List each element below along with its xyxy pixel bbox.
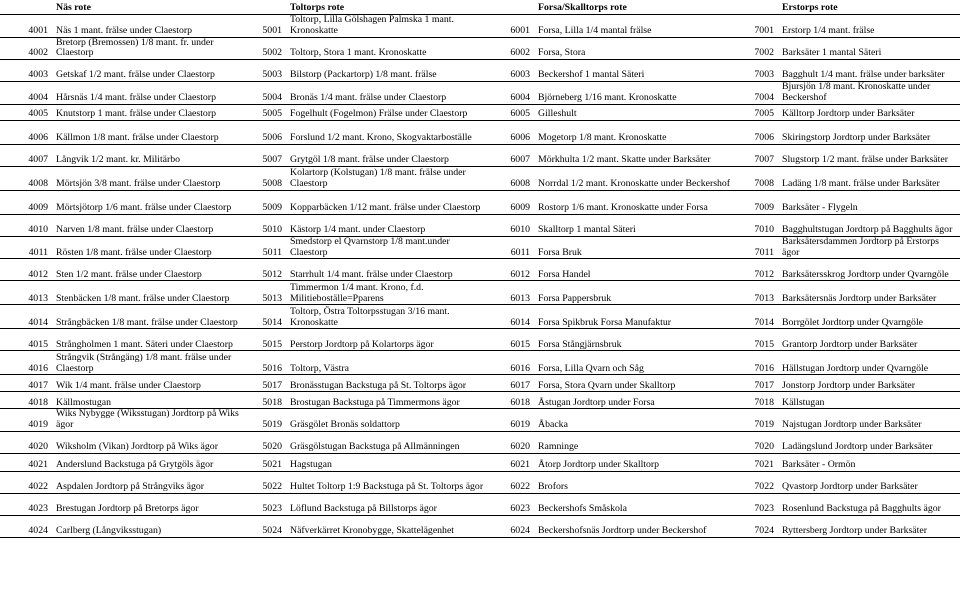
row-number-cell: 7001 [736, 15, 780, 38]
row-number-cell: 5020 [244, 431, 288, 453]
row-number-cell: 6003 [488, 60, 536, 82]
row-number-cell: 7021 [736, 453, 780, 471]
table-row [0, 259, 960, 281]
row-number-cell: 6022 [488, 471, 536, 493]
row-number-cell: 6009 [488, 190, 536, 214]
row-number-cell: 6024 [488, 515, 536, 537]
place-name-cell: Åbacka [536, 409, 736, 432]
row-number-cell: 6016 [488, 351, 536, 375]
row-number-cell: 5003 [244, 60, 288, 82]
row-number-cell: 7017 [736, 375, 780, 392]
row-number-cell: 4006 [0, 120, 54, 144]
table-row [0, 375, 960, 392]
row-number-cell: 5011 [244, 236, 288, 259]
row-number-cell: 6011 [488, 236, 536, 259]
row-number-cell: 4004 [0, 82, 54, 105]
place-name-cell: Bjursjön 1/8 mant. Kronoskatte under Beckershof [780, 82, 960, 105]
place-name-cell: Toltorp, Västra [288, 351, 488, 375]
header-row [0, 0, 960, 15]
place-name-cell: Beckershofs Småskola [536, 493, 736, 515]
row-number-cell: 6002 [488, 37, 536, 60]
row-number-cell: 4019 [0, 409, 54, 432]
place-name-cell: Brostugan Backstuga på Timmermons ägor [288, 392, 488, 409]
place-name-cell: Forsa Stångjärnsbruk [536, 329, 736, 351]
place-name-cell: Gräsgölstugan Backstuga på Allmänningen [288, 431, 488, 453]
row-number-cell: 7006 [736, 120, 780, 144]
place-name-cell: Rösten 1/8 mant. frälse under Claestorp [54, 236, 244, 259]
place-name-cell: Forsa, Stora Qvarn under Skalltorp [536, 375, 736, 392]
place-name-cell: Toltorp, Lilla Gölshagen Palmska 1 mant. Kronoskatte [288, 15, 488, 38]
place-name-cell: Fogelhult (Fogelmon) Frälse under Claestorp [288, 104, 488, 120]
row-number-cell: 7007 [736, 144, 780, 166]
place-name-cell: Beckershofsnäs Jordtorp under Beckershof [536, 515, 736, 537]
row-number-cell: 4023 [0, 493, 54, 515]
place-name-cell: Forsa Spikbruk Forsa Manufaktur [536, 305, 736, 329]
table-row [0, 166, 960, 190]
row-number-cell: 6010 [488, 214, 536, 236]
place-name-cell: Mörkhulta 1/2 mant. Skatte under Barksäter [536, 144, 736, 166]
row-number-cell: 6008 [488, 166, 536, 190]
row-number-cell: 4020 [0, 431, 54, 453]
row-number-cell: 7023 [736, 493, 780, 515]
table-row [0, 15, 960, 38]
row-number-cell: 7015 [736, 329, 780, 351]
place-name-cell: Åstugan Jordtorp under Forsa [536, 392, 736, 409]
row-number-cell: 5017 [244, 375, 288, 392]
table-row [0, 453, 960, 471]
place-name-cell: Gilleshult [536, 104, 736, 120]
row-number-cell: 5019 [244, 409, 288, 432]
row-number-cell: 7003 [736, 60, 780, 82]
row-number-cell: 5015 [244, 329, 288, 351]
table-row [0, 281, 960, 305]
place-name-cell: Åtorp Jordtorp under Skalltorp [536, 453, 736, 471]
place-name-cell: Strångbäcken 1/8 mant. frälse under Claestorp [54, 305, 244, 329]
place-name-cell: Strångvik (Strångäng) 1/8 mant. frälse under Claestorp [54, 351, 244, 375]
place-name-cell: Bagghultstugan Jordtorp på Bagghults ägor [780, 214, 960, 236]
row-number-cell: 5008 [244, 166, 288, 190]
row-number-cell: 5006 [244, 120, 288, 144]
place-name-cell: Toltorp, Stora 1 mant. Kronoskatte [288, 37, 488, 60]
place-name-cell: Löflund Backstuga på Billstorps ägor [288, 493, 488, 515]
row-number-cell: 4016 [0, 351, 54, 375]
place-name-cell: Toltorp, Östra Toltorpsstugan 3/16 mant. Kronoskatte [288, 305, 488, 329]
place-name-cell: Näs 1 mant. frälse under Claestorp [54, 15, 244, 38]
place-name-cell: Källtorp Jordtorp under Barksäter [780, 104, 960, 120]
place-name-cell: Björneberg 1/16 mant. Kronoskatte [536, 82, 736, 105]
row-number-cell: 6019 [488, 409, 536, 432]
row-number-cell: 6015 [488, 329, 536, 351]
place-name-cell: Anderslund Backstuga på Grytgöls ägor [54, 453, 244, 471]
header-nas-rote: Näs rote [54, 0, 244, 15]
row-number-cell: 6004 [488, 82, 536, 105]
table-row [0, 37, 960, 60]
row-number-cell: 6013 [488, 281, 536, 305]
place-name-cell: Strångholmen 1 mant. Säteri under Claestorp [54, 329, 244, 351]
row-number-cell: 4022 [0, 471, 54, 493]
place-name-cell: Ryttersberg Jordtorp under Barksäter [780, 515, 960, 537]
row-number-cell: 4013 [0, 281, 54, 305]
row-number-cell: 7002 [736, 37, 780, 60]
place-name-cell: Narven 1/8 mant. frälse under Claestorp [54, 214, 244, 236]
row-number-cell: 7012 [736, 259, 780, 281]
place-name-cell: Forsa, Lilla Qvarn och Såg [536, 351, 736, 375]
place-name-cell: Bronäs 1/4 mant. frälse under Claestorp [288, 82, 488, 105]
place-name-cell: Getskaf 1/2 mant. frälse under Claestorp [54, 60, 244, 82]
row-number-cell: 7004 [736, 82, 780, 105]
table-row [0, 214, 960, 236]
place-name-cell: Hällstugan Jordtorp under Qvarngöle [780, 351, 960, 375]
row-number-cell: 7024 [736, 515, 780, 537]
place-name-cell: Brofors [536, 471, 736, 493]
row-number-cell: 5023 [244, 493, 288, 515]
row-number-cell: 4009 [0, 190, 54, 214]
row-number-cell: 4012 [0, 259, 54, 281]
table-row [0, 236, 960, 259]
row-number-cell: 5018 [244, 392, 288, 409]
table-row [0, 515, 960, 537]
place-name-cell: Forsa Bruk [536, 236, 736, 259]
place-name-cell: Carlberg (Långviksstugan) [54, 515, 244, 537]
place-name-cell: Barksätersdammen Jordtorp på Erstorps ägor [780, 236, 960, 259]
header-erstorps-rote: Erstorps rote [780, 0, 960, 15]
row-number-cell: 6012 [488, 259, 536, 281]
place-name-cell: Källmon 1/8 mant. frälse under Claestorp [54, 120, 244, 144]
place-name-cell: Borrgölet Jordtorp under Qvarngöle [780, 305, 960, 329]
place-name-cell: Barksäter 1 mantal Säteri [780, 37, 960, 60]
row-number-cell: 5010 [244, 214, 288, 236]
row-number-cell: 4007 [0, 144, 54, 166]
place-name-cell: Wiksholm (Vikan) Jordtorp på Wiks ägor [54, 431, 244, 453]
row-number-cell: 7011 [736, 236, 780, 259]
row-number-cell: 7019 [736, 409, 780, 432]
place-name-cell: Slugstorp 1/2 mant. frälse under Barksäter [780, 144, 960, 166]
place-name-cell: Forsa Handel [536, 259, 736, 281]
row-number-cell: 4001 [0, 15, 54, 38]
place-name-cell: Najstugan Jordtorp under Barksäter [780, 409, 960, 432]
table-row [0, 144, 960, 166]
place-name-cell: Barksätersnäs Jordtorp under Barksäter [780, 281, 960, 305]
place-name-cell: Hultet Toltorp 1:9 Backstuga på St. Toltorps ägor [288, 471, 488, 493]
place-name-cell: Kolartorp (Kolstugan) 1/8 mant. frälse under Claestorp [288, 166, 488, 190]
row-number-cell: 5005 [244, 104, 288, 120]
place-name-cell: Beckershof 1 mantal Säteri [536, 60, 736, 82]
row-number-cell: 4005 [0, 104, 54, 120]
header-toltorps-rote: Toltorps rote [288, 0, 488, 15]
row-number-cell: 5021 [244, 453, 288, 471]
place-name-cell: Forsa, Stora [536, 37, 736, 60]
table-row [0, 82, 960, 105]
place-name-cell: Jonstorp Jordtorp under Barksäter [780, 375, 960, 392]
place-name-cell: Bilstorp (Packartorp) 1/8 mant. frälse [288, 60, 488, 82]
row-number-cell: 5001 [244, 15, 288, 38]
table-row [0, 471, 960, 493]
row-number-cell: 7008 [736, 166, 780, 190]
table-row [0, 409, 960, 432]
table-row [0, 305, 960, 329]
row-number-cell: 7022 [736, 471, 780, 493]
row-number-cell: 6001 [488, 15, 536, 38]
place-name-cell: Brestugan Jordtorp på Bretorps ägor [54, 493, 244, 515]
row-number-cell: 6007 [488, 144, 536, 166]
place-name-cell: Wik 1/4 mant. frälse under Claestorp [54, 375, 244, 392]
row-number-cell: 6014 [488, 305, 536, 329]
table-row [0, 493, 960, 515]
place-name-cell: Skalltorp 1 mantal Säteri [536, 214, 736, 236]
row-number-cell: 7020 [736, 431, 780, 453]
row-number-cell: 4010 [0, 214, 54, 236]
place-name-cell: Rostorp 1/6 mant. Kronoskatte under Forsa [536, 190, 736, 214]
row-number-cell: 4011 [0, 236, 54, 259]
place-name-cell: Smedstorp el Qvarnstorp 1/8 mant.under Claestorp [288, 236, 488, 259]
place-name-cell: Barksäter - Ormön [780, 453, 960, 471]
row-number-cell: 6023 [488, 493, 536, 515]
place-name-cell: Källmostugan [54, 392, 244, 409]
table-row [0, 392, 960, 409]
row-number-cell: 4003 [0, 60, 54, 82]
row-number-cell: 4021 [0, 453, 54, 471]
row-number-cell: 6006 [488, 120, 536, 144]
row-number-cell: 6020 [488, 431, 536, 453]
place-name-cell: Mogetorp 1/8 mant. Kronoskatte [536, 120, 736, 144]
place-name-cell: Mörtsjötorp 1/6 mant. frälse under Claestorp [54, 190, 244, 214]
place-name-cell: Timmermon 1/4 mant. Krono, f.d. Militieboställe=Pparens [288, 281, 488, 305]
table-row [0, 190, 960, 214]
place-name-cell: Bronässtugan Backstuga på St. Toltorps ägor [288, 375, 488, 392]
row-number-cell: 5012 [244, 259, 288, 281]
place-name-cell: Rosenlund Backstuga på Bagghults ägor [780, 493, 960, 515]
place-name-cell: Kopparbäcken 1/12 mant. frälse under Claestorp [288, 190, 488, 214]
place-name-cell: Ladängslund Jordtorp under Barksäter [780, 431, 960, 453]
place-name-cell: Grytgöl 1/8 mant. frälse under Claestorp [288, 144, 488, 166]
row-number-cell: 7014 [736, 305, 780, 329]
place-name-cell: Skiringstorp Jordtorp under Barksäter [780, 120, 960, 144]
place-name-cell: Knutstorp 1 mant. frälse under Claestorp [54, 104, 244, 120]
place-name-cell: Forsa, Lilla 1/4 mantal frälse [536, 15, 736, 38]
row-number-cell: 5014 [244, 305, 288, 329]
row-number-cell: 5002 [244, 37, 288, 60]
place-name-cell: Hagstugan [288, 453, 488, 471]
place-name-cell: Forsa Pappersbruk [536, 281, 736, 305]
table-row [0, 431, 960, 453]
place-name-cell: Norrdal 1/2 mant. Kronoskatte under Beckershof [536, 166, 736, 190]
place-name-cell: Starrhult 1/4 mant. frälse under Claestorp [288, 259, 488, 281]
place-name-cell: Ramninge [536, 431, 736, 453]
place-name-cell: Bretorp (Bremossen) 1/8 mant. fr. under Claestorp [54, 37, 244, 60]
table-row [0, 351, 960, 375]
row-number-cell: 5024 [244, 515, 288, 537]
row-number-cell: 4015 [0, 329, 54, 351]
place-name-cell: Stenbäcken 1/8 mant. frälse under Claestorp [54, 281, 244, 305]
place-name-cell: Forslund 1/2 mant. Krono, Skogvaktarboställe [288, 120, 488, 144]
row-number-cell: 6018 [488, 392, 536, 409]
table-body [0, 15, 960, 538]
place-name-cell: Qvastorp Jordtorp under Barksäter [780, 471, 960, 493]
row-number-cell: 4018 [0, 392, 54, 409]
row-number-cell: 7009 [736, 190, 780, 214]
row-number-cell: 7018 [736, 392, 780, 409]
table-row [0, 60, 960, 82]
place-name-cell: Barksätersskrog Jordtorp under Qvarngöle [780, 259, 960, 281]
place-name-cell: Perstorp Jordtorp på Kolartorps ägor [288, 329, 488, 351]
place-name-cell: Sten 1/2 mant. frälse under Claestorp [54, 259, 244, 281]
row-number-cell: 4002 [0, 37, 54, 60]
row-number-cell: 5004 [244, 82, 288, 105]
row-number-cell: 5022 [244, 471, 288, 493]
place-name-cell: Bagghult 1/4 mant. frälse under barksäter [780, 60, 960, 82]
row-number-cell: 5007 [244, 144, 288, 166]
row-number-cell: 4024 [0, 515, 54, 537]
place-name-cell: Ladäng 1/8 mant. frälse under Barksäter [780, 166, 960, 190]
row-number-cell: 7016 [736, 351, 780, 375]
row-number-cell: 6017 [488, 375, 536, 392]
row-number-cell: 5013 [244, 281, 288, 305]
row-number-cell: 4017 [0, 375, 54, 392]
place-name-cell: Barksäter - Flygeln [780, 190, 960, 214]
place-name-cell: Aspdalen Jordtorp på Strångviks ägor [54, 471, 244, 493]
row-number-cell: 4008 [0, 166, 54, 190]
place-name-cell: Gräsgölet Bronäs soldattorp [288, 409, 488, 432]
place-name-cell: Erstorp 1/4 mant. frälse [780, 15, 960, 38]
place-name-cell: Hårsnäs 1/4 mant. frälse under Claestorp [54, 82, 244, 105]
table-row [0, 120, 960, 144]
row-number-cell: 6005 [488, 104, 536, 120]
table-row [0, 329, 960, 351]
row-number-cell: 7010 [736, 214, 780, 236]
row-number-cell: 7013 [736, 281, 780, 305]
place-name-cell: Långvik 1/2 mant. kr. Militärbo [54, 144, 244, 166]
row-number-cell: 5009 [244, 190, 288, 214]
table-row [0, 104, 960, 120]
place-name-cell: Grantorp Jordtorp under Barksäter [780, 329, 960, 351]
place-name-cell: Kästorp 1/4 mant. under Claestorp [288, 214, 488, 236]
header-forsa-skalltorps-rote: Forsa/Skalltorps rote [536, 0, 736, 15]
place-name-cell: Mörtsjön 3/8 mant. frälse under Claestorp [54, 166, 244, 190]
row-number-cell: 4014 [0, 305, 54, 329]
place-name-cell: Källstugan [780, 392, 960, 409]
row-number-cell: 6021 [488, 453, 536, 471]
row-number-cell: 5016 [244, 351, 288, 375]
row-number-cell: 7005 [736, 104, 780, 120]
place-name-cell: Näfverkärret Kronobygge, Skattelägenhet [288, 515, 488, 537]
place-name-cell: Wiks Nybygge (Wiksstugan) Jordtorp på Wiks ägor [54, 409, 244, 432]
